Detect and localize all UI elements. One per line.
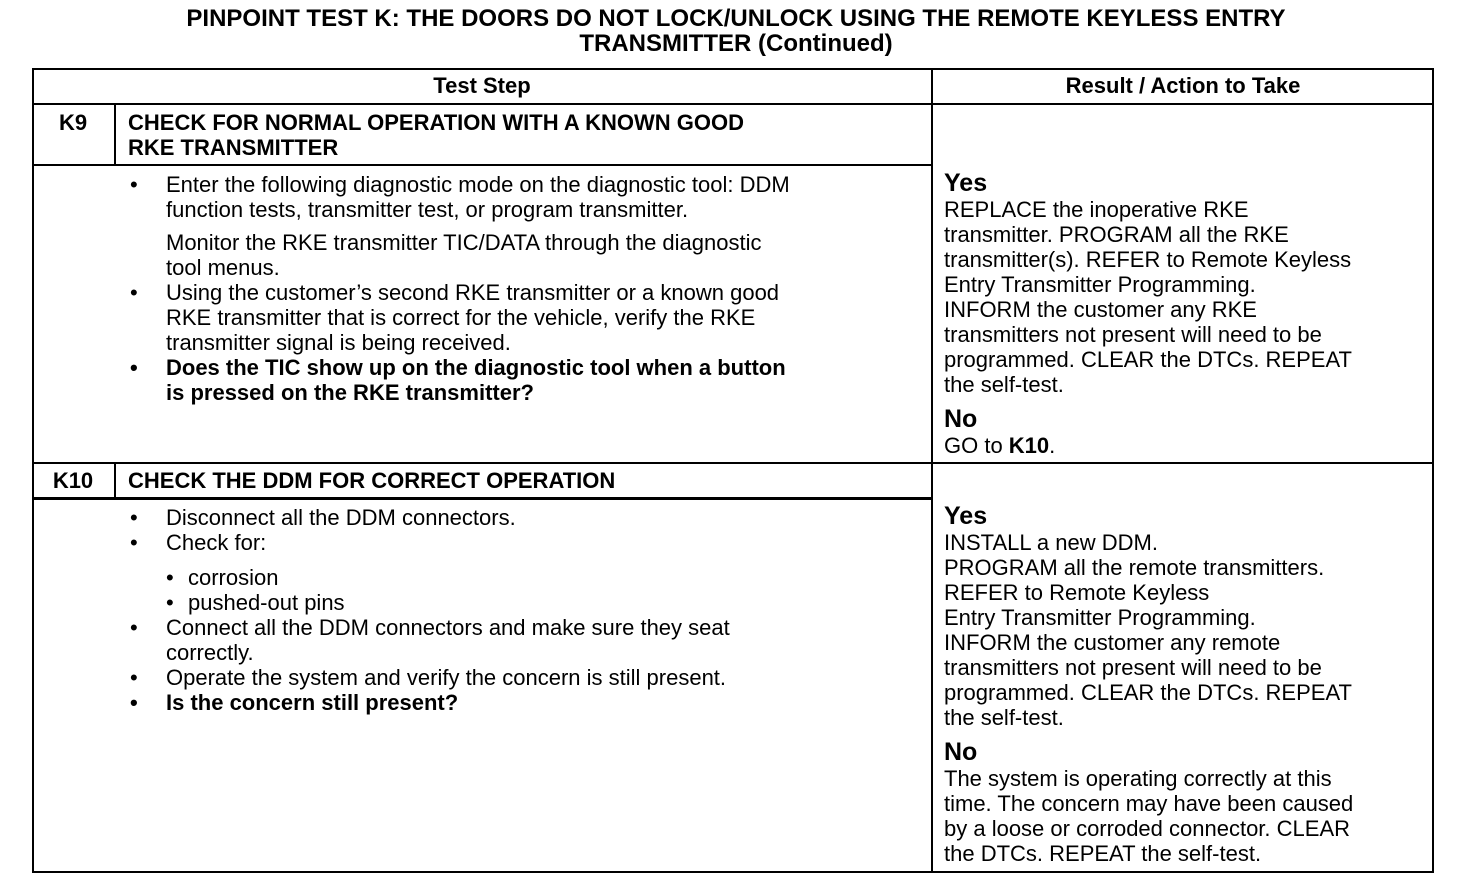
k9-no-heading: No — [944, 405, 978, 433]
k10-bullet-3-line-2: correctly. — [166, 640, 254, 665]
k9-paragraph-line-2: tool menus. — [166, 255, 280, 280]
k9-yes-line-4: Entry Transmitter Programming. — [944, 272, 1256, 297]
column-divider — [931, 68, 933, 873]
bullet-icon: • — [166, 565, 174, 590]
k10-yes-line-7: programmed. CLEAR the DTCs. REPEAT — [944, 680, 1352, 705]
k9-bullet-1-line-1: Enter the following diagnostic mode on the diagnostic tool: DDM — [166, 172, 790, 197]
k9-bullet-2 — [116, 280, 928, 355]
k10-no-line-3: by a loose or corroded connector. CLEAR — [944, 816, 1351, 841]
result-k10 — [944, 503, 1430, 866]
k9-bullet-2-line-3: transmitter signal is being received. — [166, 330, 511, 355]
bullet-icon: • — [130, 530, 138, 555]
k10-bullet-5-question — [116, 690, 928, 715]
bullet-icon: • — [130, 615, 138, 640]
k9-no-action-period: . — [1049, 433, 1056, 458]
k10-sub-bullet-2-text: pushed-out pins — [188, 590, 345, 615]
header-result: Result / Action to Take — [1065, 73, 1301, 98]
bullet-icon: • — [130, 172, 138, 197]
k10-title-divider — [32, 497, 933, 500]
k10-number-divider — [114, 463, 116, 499]
k9-question-line-1: Does the TIC show up on the diagnostic tool when a button — [166, 355, 786, 380]
step-number-k9: K9 — [58, 110, 88, 135]
k10-no-line-4: the DTCs. REPEAT the self-test. — [944, 841, 1262, 866]
k10-yes-line-3: REFER to Remote Keyless — [944, 580, 1210, 605]
k9-title-divider — [32, 164, 933, 166]
k9-k10-divider — [32, 462, 1434, 464]
bullet-icon: • — [130, 505, 138, 530]
k9-no-step-reference: K10 — [1008, 433, 1050, 458]
bullet-icon: • — [166, 590, 174, 615]
k9-number-divider — [114, 104, 116, 166]
result-k9 — [944, 170, 1430, 458]
k10-yes-line-5: INFORM the customer any remote — [944, 630, 1281, 655]
step-title-k9-line-2: RKE TRANSMITTER — [128, 135, 339, 160]
k9-yes-line-1: REPLACE the inoperative RKE — [944, 197, 1249, 222]
k9-bullet-1 — [116, 172, 928, 222]
title-line-2: TRANSMITTER (Continued) — [579, 30, 893, 57]
k9-no-action-text: GO to — [944, 433, 1009, 458]
k9-no-action — [944, 433, 1430, 458]
k10-bullet-4 — [116, 665, 928, 690]
k10-no-line-2: time. The concern may have been caused — [944, 791, 1354, 816]
k9-yes-line-7: programmed. CLEAR the DTCs. REPEAT — [944, 347, 1352, 372]
pinpoint-test-table — [32, 68, 1434, 873]
k10-no-line-1: The system is operating correctly at this — [944, 766, 1332, 791]
bullet-icon: • — [130, 665, 138, 690]
step-title-k10 — [128, 468, 615, 493]
k10-bullet-1-text: Disconnect all the DDM connectors. — [166, 505, 516, 530]
step-body-k9 — [116, 172, 928, 405]
step-number-k10: K10 — [52, 468, 94, 493]
k9-paragraph-line-1: Monitor the RKE transmitter TIC/DATA through the diagnostic — [166, 230, 762, 255]
k10-yes-line-4: Entry Transmitter Programming. — [944, 605, 1256, 630]
k10-question-text: Is the concern still present? — [166, 690, 459, 715]
bullet-icon: • — [130, 280, 138, 305]
k9-question-line-2: is pressed on the RKE transmitter? — [166, 380, 534, 405]
k9-yes-line-3: transmitter(s). REFER to Remote Keyless — [944, 247, 1352, 272]
page-title — [0, 6, 1472, 56]
bullet-icon: • — [130, 355, 138, 380]
step-title-k9-line-1: CHECK FOR NORMAL OPERATION WITH A KNOWN GOOD — [128, 110, 744, 135]
k10-yes-line-6: transmitters not present will need to be — [944, 655, 1322, 680]
k10-no-heading: No — [944, 738, 978, 766]
step-body-k10 — [116, 505, 928, 715]
k9-bullet-3-question — [116, 355, 928, 405]
title-line-1: PINPOINT TEST K: THE DOORS DO NOT LOCK/UNLOCK USING THE REMOTE KEYLESS ENTRY — [186, 5, 1286, 32]
k10-bullet-3 — [116, 615, 928, 665]
k10-bullet-3-line-1: Connect all the DDM connectors and make sure they seat — [166, 615, 730, 640]
step-title-k10-line-1: CHECK THE DDM FOR CORRECT OPERATION — [128, 468, 616, 493]
k10-yes-line-1: INSTALL a new DDM. — [944, 530, 1158, 555]
k9-yes-line-2: transmitter. PROGRAM all the RKE — [944, 222, 1289, 247]
step-title-k9 — [128, 110, 744, 160]
k10-sub-bullet-1 — [116, 565, 928, 590]
k9-bullet-2-line-2: RKE transmitter that is correct for the vehicle, verify the RKE — [166, 305, 756, 330]
k10-sub-bullet-1-text: corrosion — [188, 565, 279, 590]
k10-sub-bullet-2 — [116, 590, 928, 615]
k10-bullet-2 — [116, 530, 928, 555]
k9-paragraph — [116, 230, 928, 280]
k9-yes-line-6: transmitters not present will need to be — [944, 322, 1322, 347]
k10-bullet-4-text: Operate the system and verify the concern is still present. — [166, 665, 727, 690]
k10-yes-line-2: PROGRAM all the remote transmitters. — [944, 555, 1325, 580]
k9-yes-line-8: the self-test. — [944, 372, 1064, 397]
k9-bullet-1-line-2: function tests, transmitter test, or program transmitter. — [166, 197, 689, 222]
k9-yes-line-5: INFORM the customer any RKE — [944, 297, 1257, 322]
k10-yes-heading: Yes — [944, 502, 988, 530]
header-test-step: Test Step — [433, 73, 531, 98]
k10-bullet-2-text: Check for: — [166, 530, 267, 555]
k10-bullet-1 — [116, 505, 928, 530]
k9-yes-heading: Yes — [944, 169, 988, 197]
k9-bullet-2-line-1: Using the customer’s second RKE transmitter or a known good — [166, 280, 780, 305]
bullet-icon: • — [130, 690, 138, 715]
k10-yes-line-8: the self-test. — [944, 705, 1064, 730]
